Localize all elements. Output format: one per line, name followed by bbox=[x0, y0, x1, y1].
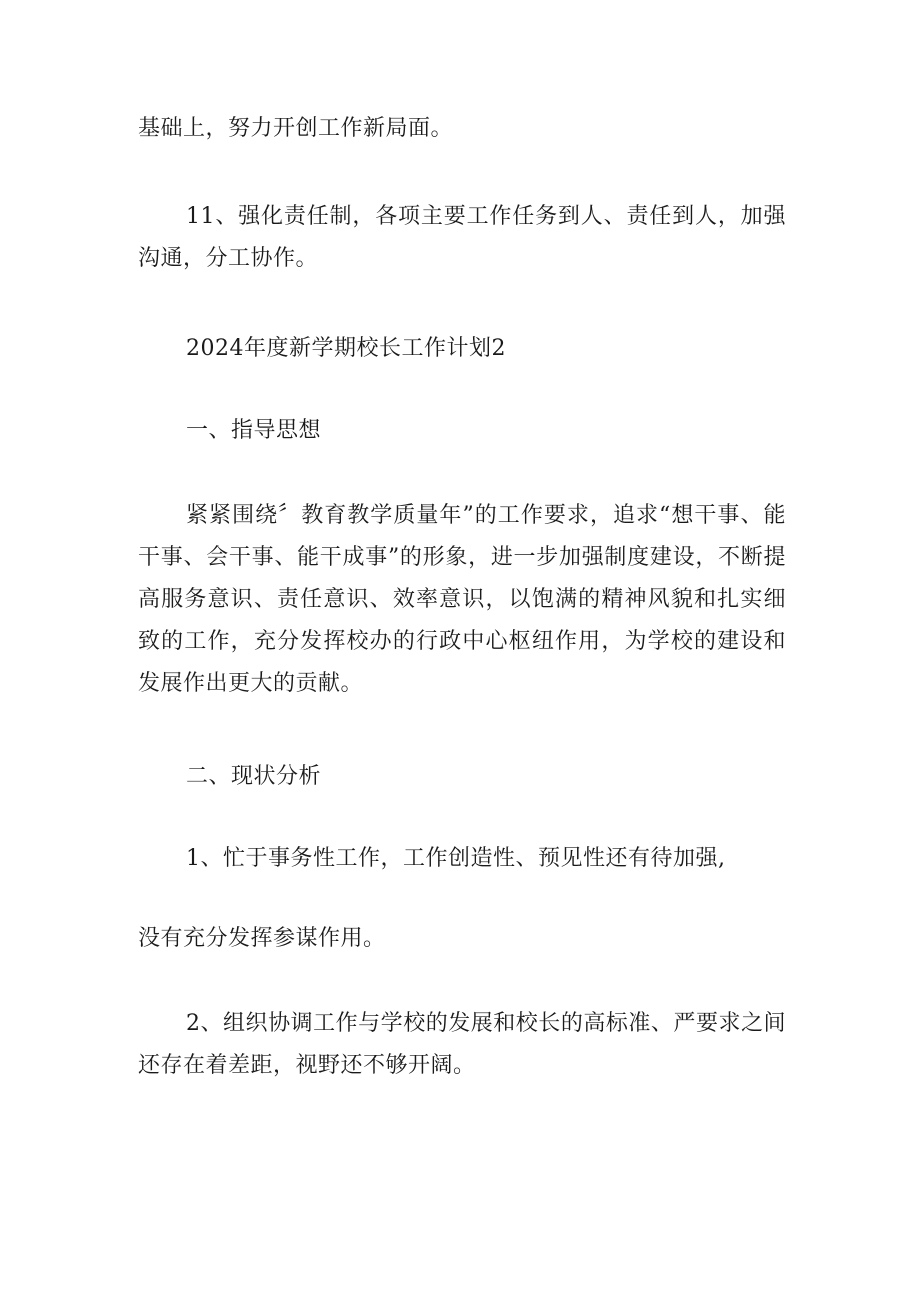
paragraph-item-1-second-line: 没有充分发挥参谋作用。 bbox=[138, 926, 386, 951]
paragraph-continuation: 基础上，努力开创工作新局面。 bbox=[138, 116, 454, 141]
paragraph-item-11: 11、强化责任制，各项主要工作任务到人、责任到人，加强沟通，分工协作。 bbox=[138, 204, 786, 271]
heading-guiding-ideology: 一、指导思想 bbox=[186, 418, 322, 443]
heading-status-analysis: 二、现状分析 bbox=[186, 764, 322, 789]
section-title: 2024年度新学期校长工作计划2 bbox=[186, 336, 506, 361]
paragraph-item-1-first-line: 1、忙于事务性工作，工作创造性、预见性还有待加强, bbox=[186, 846, 726, 871]
paragraph-guiding-ideology: 紧紧围绕〞教育教学质量年”的工作要求，追求“想干事、能干事、会干事、能干成事”的形象，进一步加强制度建设，不断提高服务意识、责任意识、效率意识，以饱满的精神风貌和扎实细致的工作，充分发挥校办的行政中心枢纽作用，为学校的建设和发展作出更大的贡献。 bbox=[138, 503, 786, 696]
paragraph-item-2: 2、组织协调工作与学校的发展和校长的高标准、严要求之间还存在着差距，视野还不够开阔。 bbox=[138, 1011, 786, 1078]
